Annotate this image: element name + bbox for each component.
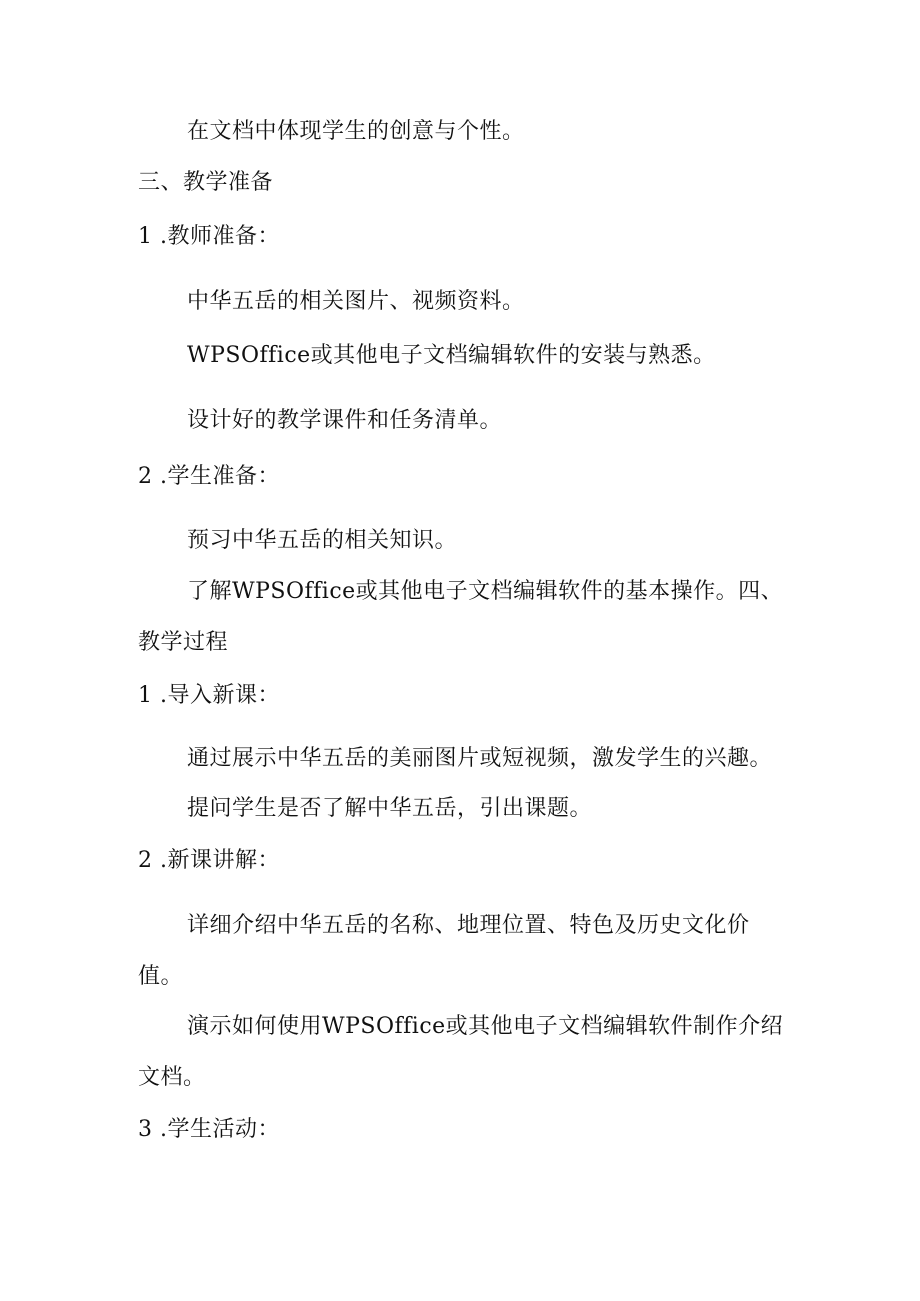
paragraph-line: 值。 — [138, 964, 184, 989]
paragraph-line: 了解WPSOffice或其他电子文档编辑软件的基本操作。四、 — [187, 579, 784, 604]
paragraph-line: 详细介绍中华五岳的名称、地理位置、特色及历史文化价 — [187, 913, 750, 938]
paragraph-line: 设计好的教学课件和任务清单。 — [187, 408, 503, 433]
paragraph-line: 中华五岳的相关图片、视频资料。 — [187, 289, 525, 314]
paragraph-line: 预习中华五岳的相关知识。 — [187, 528, 458, 553]
subheading: 1 .导入新课： — [138, 683, 280, 708]
subheading: 3 .学生活动： — [138, 1117, 280, 1142]
subheading: 2 .学生准备： — [138, 464, 280, 489]
paragraph-line: 演示如何使用WPSOffice或其他电子文档编辑软件制作介绍 — [187, 1014, 784, 1039]
paragraph-line: 提问学生是否了解中华五岳，引出课题。 — [187, 796, 593, 821]
section-heading: 三、教学准备 — [138, 170, 274, 195]
section-heading: 教学过程 — [138, 630, 229, 655]
paragraph-line: WPSOffice或其他电子文档编辑软件的安装与熟悉。 — [187, 343, 716, 368]
paragraph-line: 通过展示中华五岳的美丽图片或短视频，激发学生的兴趣。 — [187, 746, 773, 771]
paragraph-line: 文档。 — [138, 1065, 206, 1090]
paragraph-line: 在文档中体现学生的创意与个性。 — [187, 119, 525, 144]
subheading: 1 .教师准备： — [138, 224, 280, 249]
subheading: 2 .新课讲解： — [138, 848, 280, 873]
